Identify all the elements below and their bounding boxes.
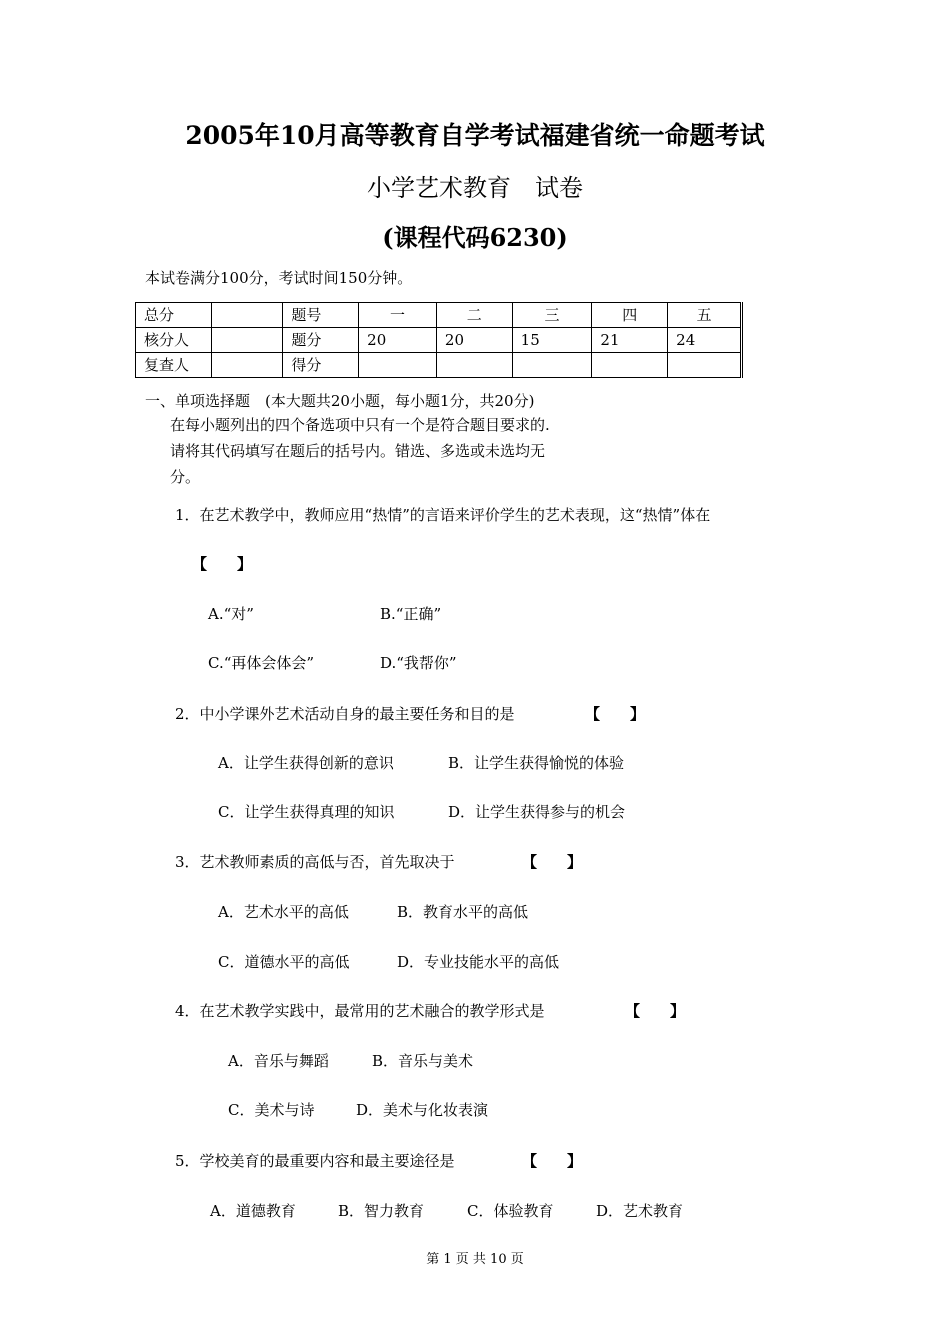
page-footer: 第 1 页 共 10 页 [426, 1252, 524, 1267]
question-stem: 3．艺术教师素质的高低与否，首先取决于 [175, 853, 455, 871]
option-a: A.“对” [208, 605, 254, 623]
option-a: A．音乐与舞蹈 [228, 1052, 329, 1070]
table-cell: 题分 [283, 328, 359, 353]
table-cell: 15 [512, 328, 592, 353]
table-cell: 21 [592, 328, 668, 353]
exam-title: 2005年10月高等教育自学考试福建省统一命题考试 [185, 121, 765, 150]
table-cell: 复查人 [136, 353, 212, 378]
option-a: A．艺术水平的高低 [218, 903, 349, 921]
option-d: D．艺术教育 [596, 1202, 684, 1220]
table-cell [211, 353, 283, 378]
table-cell [211, 328, 283, 353]
exam-intro: 本试卷满分100分，考试时间150分钟。 [145, 269, 413, 287]
table-cell [592, 353, 668, 378]
option-b: B．教育水平的高低 [397, 903, 529, 921]
table-cell: 得分 [283, 353, 359, 378]
exam-subtitle: 小学艺术教育 试卷 [367, 174, 583, 202]
answer-bracket: 【 】 [522, 1152, 583, 1170]
section-heading: 一、单项选择题 (本大题共20小题，每小题1分，共20分) [145, 392, 535, 410]
option-c: C．让学生获得真理的知识 [218, 803, 395, 821]
question-stem: 5．学校美育的最重要内容和最主要途径是 [175, 1152, 455, 1170]
table-cell: 一 [359, 303, 437, 328]
option-b: B．智力教育 [338, 1202, 425, 1220]
section-instructions-line: 在每小题列出的四个备选项中只有一个是符合题目要求的. [170, 416, 550, 434]
option-c: C．体验教育 [467, 1202, 554, 1220]
answer-bracket: 【 】 [192, 555, 253, 573]
question-stem: 1．在艺术教学中，教师应用“热情”的言语来评价学生的艺术表现，这“热情”体在 [175, 506, 711, 524]
table-row [136, 328, 742, 353]
option-d: D．专业技能水平的高低 [397, 953, 560, 971]
option-c: C．道德水平的高低 [218, 953, 350, 971]
option-d: D．让学生获得参与的机会 [448, 803, 626, 821]
question-stem: 2．中小学课外艺术活动自身的最主要任务和目的是 [175, 705, 515, 723]
option-a: A．道德教育 [210, 1202, 296, 1220]
table-cell: 24 [668, 328, 742, 353]
table-cell: 20 [436, 328, 512, 353]
option-b: B.“正确” [380, 605, 442, 623]
answer-bracket: 【 】 [522, 853, 583, 871]
table-cell [436, 353, 512, 378]
table-cell: 三 [512, 303, 592, 328]
option-c: C.“再体会体会” [208, 654, 315, 672]
table-row [136, 303, 742, 328]
table-cell [668, 353, 742, 378]
option-d: D.“我帮你” [380, 654, 457, 672]
table-cell: 总分 [136, 303, 212, 328]
table-cell: 题号 [283, 303, 359, 328]
table-cell [512, 353, 592, 378]
table-cell: 四 [592, 303, 668, 328]
option-d: D．美术与化妆表演 [356, 1101, 489, 1119]
table-cell: 五 [668, 303, 742, 328]
score-table [135, 302, 743, 378]
answer-bracket: 【 】 [625, 1002, 686, 1020]
course-code: (课程代码6230) [382, 223, 568, 252]
table-cell [359, 353, 437, 378]
answer-bracket: 【 】 [585, 705, 646, 723]
table-cell: 20 [359, 328, 437, 353]
table-row [136, 353, 742, 378]
section-instructions-line: 请将其代码填写在题后的括号内。错选、多选或未选均无 [170, 442, 546, 460]
option-a: A．让学生获得创新的意识 [218, 754, 394, 772]
table-cell [211, 303, 283, 328]
option-b: B．让学生获得愉悦的体验 [448, 754, 625, 772]
option-c: C．美术与诗 [228, 1101, 315, 1119]
table-cell: 核分人 [136, 328, 212, 353]
section-instructions-line: 分。 [170, 468, 201, 486]
table-cell: 二 [436, 303, 512, 328]
question-stem: 4．在艺术教学实践中，最常用的艺术融合的教学形式是 [175, 1002, 545, 1020]
option-b: B．音乐与美术 [372, 1052, 474, 1070]
